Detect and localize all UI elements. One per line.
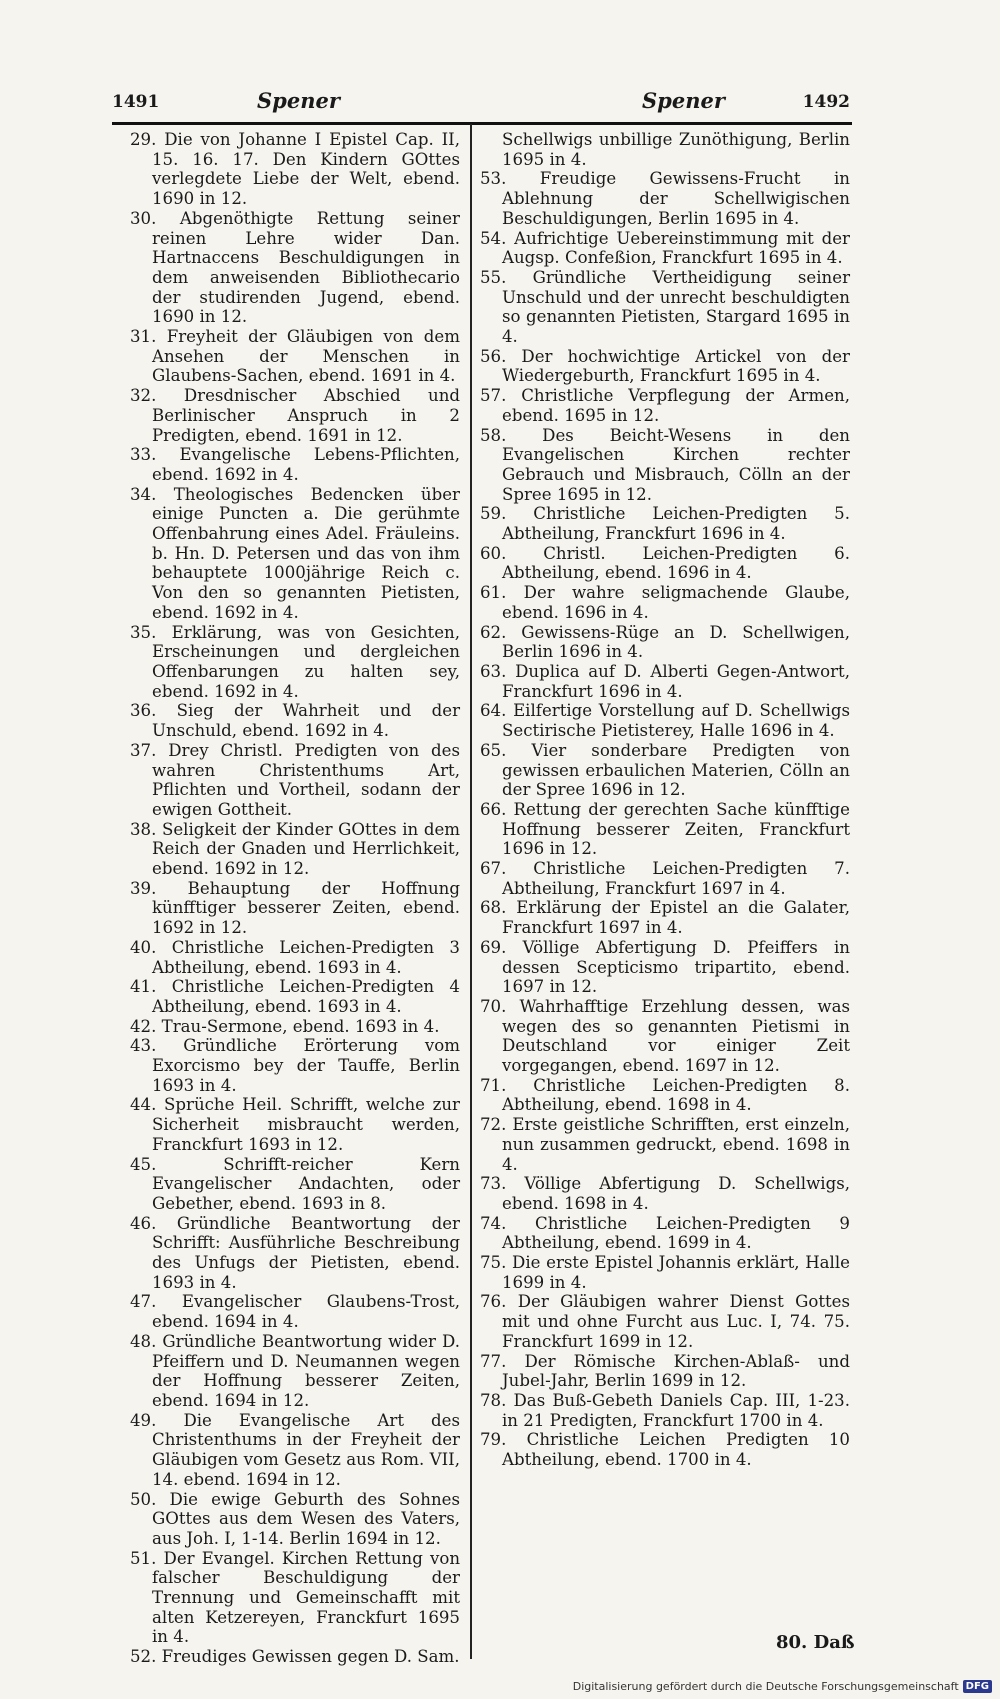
catchword: 80. Daß: [776, 1632, 855, 1653]
catalog-entry: 58. Des Beicht-Wesens in den Evangelischen Kirchen rechter Gebrauch und Misbrauch, Cölln an der Spree 1695 in 12.: [480, 425, 850, 504]
catalog-entry: 40. Christliche Leichen-Predigten 3 Abtheilung, ebend. 1693 in 4.: [130, 937, 460, 977]
dfg-logo: DFG: [963, 1680, 992, 1693]
catalog-entry: 59. Christliche Leichen-Predigten 5. Abtheilung, Franckfurt 1696 in 4.: [480, 504, 850, 544]
catalog-entry: Schellwigs unbillige Zunöthigung, Berlin 1695 in 4.: [502, 130, 850, 169]
catalog-entry: 33. Evangelische Lebens-Pflichten, ebend. 1692 in 4.: [130, 445, 460, 484]
catalog-entry: 73. Völlige Abfertigung D. Schellwigs, ebend. 1698 in 4.: [480, 1174, 850, 1213]
catalog-entry: 65. Vier sonderbare Predigten von gewissen erbaulichen Materien, Cölln an der Spree 1696 in 12.: [480, 740, 850, 800]
catalog-entry: 79. Christliche Leichen Predigten 10 Abtheilung, ebend. 1700 in 4.: [480, 1430, 850, 1470]
catalog-entry: 78. Das Buß-Gebeth Daniels Cap. III, 1-23. in 21 Predigten, Franckfurt 1700 in 4.: [480, 1391, 850, 1430]
catalog-entry: 62. Gewissens-Rüge an D. Schellwigen, Berlin 1696 in 4.: [480, 622, 850, 662]
catalog-entry: 70. Wahrhafftige Erzehlung dessen, was wegen des so genannten Pietismi in Deutschland vor einiger Zeit vorgegangen, ebend. 1697 in 12.: [480, 996, 850, 1076]
catalog-entry: 69. Völlige Abfertigung D. Pfeiffers in dessen Scepticismo tripartito, ebend. 1697 in 12.: [480, 937, 850, 997]
catalog-entry: 41. Christliche Leichen-Predigten 4 Abtheilung, ebend. 1693 in 4.: [130, 977, 460, 1016]
catalog-entry: 71. Christliche Leichen-Predigten 8. Abtheilung, ebend. 1698 in 4.: [480, 1075, 850, 1115]
page-number-left: 1491: [112, 92, 160, 112]
catalog-entry: 76. Der Gläubigen wahrer Dienst Gottes mit und ohne Furcht aus Luc. I, 74. 75. Franckfurt 1699 in 12.: [480, 1292, 850, 1351]
footer-text: Digitalisierung gefördert durch die Deutsche Forschungsgemeinschaft: [572, 1680, 959, 1693]
catalog-entry: 30. Abgenöthigte Rettung seiner reinen Lehre wider Dan. Hartnaccens Beschuldigungen in dem anweisenden Bibliothecario der studirenden Jugend, ebend. 1690 in 12.: [130, 208, 460, 327]
catalog-entry: 60. Christl. Leichen-Predigten 6. Abtheilung, ebend. 1696 in 4.: [480, 543, 850, 583]
catalog-entry: 66. Rettung der gerechten Sache künfftige Hoffnung besserer Zeiten, Franckfurt 1696 in 12.: [480, 799, 850, 859]
catalog-entry: 64. Eilfertige Vorstellung auf D. Schellwigs Sectirische Pietisterey, Halle 1696 in 4.: [480, 701, 850, 741]
catalog-entry: 49. Die Evangelische Art des Christenthums in der Freyheit der Gläubigen vom Gesetz aus Rom. VII, 14. ebend. 1694 in 12.: [130, 1410, 460, 1489]
catalog-entry: 37. Drey Christl. Predigten von des wahren Christenthums Art, Pflichten und Vortheil, sodann der ewigen Gottheit.: [130, 740, 460, 819]
catalog-entry: 38. Seligkeit der Kinder GOttes in dem Reich der Gnaden und Herrlichkeit, ebend. 1692 in 12.: [130, 819, 460, 879]
catalog-entry: 34. Theologisches Bedencken über einige Puncten a. Die gerühmte Offenbahrung eines Adel. Fräuleins. b. Hn. D. Petersen und das von ihm behauptete 1000jährige Reich c. Von den so genannten Pietisten, ebend. 1692 in 4.: [130, 484, 460, 622]
catalog-entry: 52. Freudiges Gewissen gegen D. Sam.: [130, 1647, 460, 1667]
catalog-entry: 74. Christliche Leichen-Predigten 9 Abtheilung, ebend. 1699 in 4.: [480, 1213, 850, 1253]
catalog-entry: 46. Gründliche Beantwortung der Schrifft: Ausführliche Beschreibung des Unfugs der Pietisten, ebend. 1693 in 4.: [130, 1213, 460, 1292]
catalog-entry: 56. Der hochwichtige Artickel von der Wiedergeburth, Franckfurt 1695 in 4.: [480, 346, 850, 386]
catalog-entry: 67. Christliche Leichen-Predigten 7. Abtheilung, Franckfurt 1697 in 4.: [480, 859, 850, 898]
catalog-entry: 47. Evangelischer Glaubens-Trost, ebend. 1694 in 4.: [130, 1292, 460, 1332]
catalog-entry: 57. Christliche Verpflegung der Armen, ebend. 1695 in 12.: [480, 386, 850, 425]
catalog-entry: 45. Schrifft-reicher Kern Evangelischer Andachten, oder Gebether, ebend. 1693 in 8.: [130, 1154, 460, 1213]
left-column: [130, 130, 460, 1667]
right-column: [480, 130, 850, 1470]
catalog-entry: 72. Erste geistliche Schrifften, erst einzeln, nun zusammen gedruckt, ebend. 1698 in 4.: [480, 1115, 850, 1174]
catalog-entry: 32. Dresdnischer Abschied und Berlinischer Anspruch in 2 Predigten, ebend. 1691 in 12.: [130, 386, 460, 445]
catalog-entry: 61. Der wahre seligmachende Glaube, ebend. 1696 in 4.: [480, 583, 850, 622]
catalog-entry: 29. Die von Johanne I Epistel Cap. II, 15. 16. 17. Den Kindern GOttes verlegdete Liebe der Welt, ebend. 1690 in 12.: [130, 130, 460, 209]
catalog-entry: 75. Die erste Epistel Johannis erklärt, Halle 1699 in 4.: [480, 1253, 850, 1292]
catalog-entry: 55. Gründliche Vertheidigung seiner Unschuld und der unrecht beschuldigten so genannten Pietisten, Stargard 1695 in 4.: [480, 267, 850, 347]
footer: [573, 1680, 992, 1693]
catalog-entry: 53. Freudige Gewissens-Frucht in Ablehnung der Schellwigischen Beschuldigungen, Berlin 1695 in 4.: [480, 169, 850, 228]
catalog-entry: 48. Gründliche Beantwortung wider D. Pfeiffern und D. Neumannen wegen der Hoffnung besserer Zeiten, ebend. 1694 in 12.: [130, 1331, 460, 1410]
catalog-entry: 50. Die ewige Geburth des Sohnes GOttes aus dem Wesen des Vaters, aus Joh. I, 1-14. Berlin 1694 in 12.: [130, 1489, 460, 1548]
catalog-entry: 63. Duplica auf D. Alberti Gegen-Antwort, Franckfurt 1696 in 4.: [480, 661, 850, 701]
header-rule: [112, 122, 852, 125]
running-head-right: Spener: [642, 88, 725, 113]
catalog-entry: 54. Aufrichtige Uebereinstimmung mit der Augsp. Confeßion, Franckfurt 1695 in 4.: [480, 228, 850, 268]
catalog-entry: 51. Der Evangel. Kirchen Rettung von falscher Beschuldigung der Trennung und Gemeinschafft mit alten Ketzereyen, Franckfurt 1695 in 4.: [130, 1548, 460, 1647]
column-divider: [470, 124, 472, 1659]
catalog-entry: 31. Freyheit der Gläubigen von dem Ansehen der Menschen in Glaubens-Sachen, ebend. 1691 in 4.: [130, 327, 460, 386]
catalog-entry: 39. Behauptung der Hoffnung künfftiger besserer Zeiten, ebend. 1692 in 12.: [130, 878, 460, 938]
catalog-entry: 35. Erklärung, was von Gesichten, Erscheinungen und dergleichen Offenbarungen zu halten sey, ebend. 1692 in 4.: [130, 622, 460, 701]
catalog-entry: 42. Trau-Sermone, ebend. 1693 in 4.: [130, 1016, 440, 1036]
catalog-entry: 43. Gründliche Erörterung vom Exorcismo bey der Tauffe, Berlin 1693 in 4.: [130, 1036, 460, 1095]
catalog-entry: 68. Erklärung der Epistel an die Galater, Franckfurt 1697 in 4.: [480, 898, 850, 938]
page-number-right: 1492: [802, 92, 850, 112]
catalog-entry: 44. Sprüche Heil. Schrifft, welche zur Sicherheit misbraucht werden, Franckfurt 1693 in 12.: [130, 1095, 460, 1154]
running-head-left: Spener: [257, 88, 340, 113]
catalog-entry: 77. Der Römische Kirchen-Ablaß- und Jubel-Jahr, Berlin 1699 in 12.: [480, 1351, 850, 1391]
page-header: [112, 86, 850, 122]
catalog-entry: 36. Sieg der Wahrheit und der Unschuld, ebend. 1692 in 4.: [130, 701, 460, 741]
